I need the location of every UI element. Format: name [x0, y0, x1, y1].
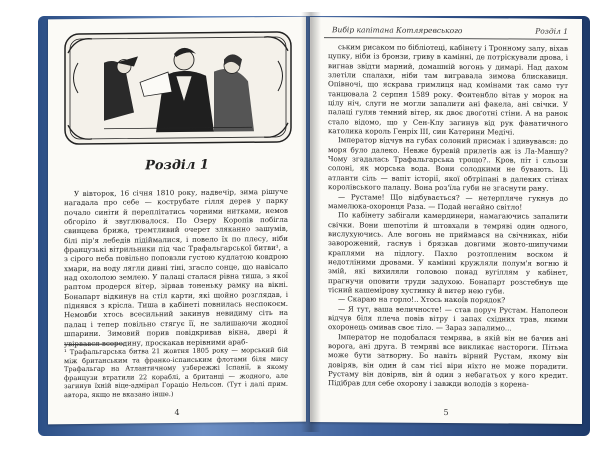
chapter-title: Розділ 1 — [145, 157, 209, 174]
open-book — [38, 12, 590, 436]
right-page — [310, 17, 582, 424]
paragraph: — Рустаме! Що відбувається? — нетерпляче гукнув до мамелюка-охоронця Раза. — Подай негайно світло! — [328, 191, 568, 212]
left-page-body — [64, 187, 288, 348]
page-number: 5 — [443, 407, 449, 418]
footnote: ¹ Трафальгарська битва 21 жовтня 1805 року — морський бій між британським та франко-іспанським флотами біля мису Трафальгар на Атлантичному узбережжі Іспанії, в якому французи втратили 22 кораблі, а британці — жодного, але загинув їхній віце-адмірал Гораціо Нельсон. (Тут і далі прим. автора, якщо не вказано інше.) — [64, 345, 288, 400]
paragraph: Імператор відчув на губах солоний присмак і здивувався: до моря було далеко. Невже буревій прилетів аж із Ла-Маншу? Чому згадалась Трафальгарська трощо?.. Кров, піт і сльози солоні, як морська вода. Вони солодкими не бувають. Ці атланти сіль — вапіт історії, якої обтріпані в далеких стінах королівського палацу. Вона роз'їла губи не згаснути рану. — [328, 135, 568, 193]
paragraph: Імператор не подобалася темрява, в якій він не бачив ані ворога, ані друга. В темряві все викликає настороги. Пітьма може бути затворну. Бо навіть вірний Рустам, якому він довіряв, він один й сам тієї віри ніхто не може порадити. Рустаму він довіряв, він й один з небагатьох у кого кредит. Підібрав для себе охорону і завжди володів з корена- — [328, 331, 568, 389]
paragraph: ським рисаком по бібліотеці, кабінету і Тронному залу, віхав цупку, ніби із бронзи, гриву в камінні, де потріскували дрова, і вигнав звідти марний, домашній вогонь у димарі. Над дахом злетіли спалахи, ніби там вигравала зимова блискавиця. Опівночі, що яскрава гримлиця над комінами так само тут танцювала 2 серпня 1589 року. Фонтенбло вітав у морок на цілу ніч, слуги не могли запалити ані факела, ані свічки. У палаці гуляв темний вітер, як двоє двоґотні стіни. А на ранок стало відомо, що у Сен-Клу загинув від рук фанатичного католика король Генріх ІІІ, син Катерини Медічі. — [328, 42, 568, 137]
left-page — [48, 17, 306, 425]
book-spine — [301, 12, 321, 432]
paragraph: По кабінету забігали камердинери, намагаючись запалити свічки. Вони шепотіли й штовхали в темряві один одного, вислухуючись. Але вогонь не приймався на свічниках, ніби заворожений, гаснув і брязкав довгими жовто-шипучими краплями на підлогу. Пахло розтопленим воском й недотліними дровами. У камінні кружляли полум'я вогню й змій, які вихиляли головою понад вугіллям у кабінет, прагнучи оповити труди задухою. Бонапарт розстебнув ще тісний кашемірову хустинку й витер нею губи. — [328, 210, 568, 296]
header-rule — [324, 37, 568, 40]
chapter-illustration — [64, 31, 292, 145]
running-chapter: Розділ 1 — [535, 26, 568, 36]
right-page-body — [328, 42, 568, 389]
page-number: 4 — [174, 407, 180, 418]
paragraph: У вівторок, 16 січня 1810 року, надвечір, зима рішуче нагадала про себе — кострубате гілля дерев у парку почало синіти й переплітатись чорними нитками, немов обгоріло й звуглювалося. По Озеру Коропів побігла свинцева брижа, тремтливий очерет зляканно зашумів, білі пір'я лебедів підіймалися, і повело їх по плесу, ніби французькі вітрильники під час Трафальгарської битви¹, а з сірого неба повільно поповзли густою кудлатою ковдрою хмари, на воду лягли дивні тіні, згасло сонце, що навісало над охололою землею. У палаці сталася рівна тиша, з якої раптом продерся вітер, зірвав тоненьку рамку на вікні. Бонапарт відкинув на стіл карти, які щойно розглядав, і піднявся з крісла. Тиша в кабінеті повнилась неспокоєм. Немовби хтось всесильний закинув невидиму сіть на палац і тепер повільно стягує її, не залишаючи жодної шпарини. Зимовий порив повідкривав вікна, двері й увірвався всередину, проскакав нерівними араб- — [64, 186, 288, 348]
paragraph: — Скараю на горло!.. Хтось накоїв порядок? — [338, 294, 506, 305]
paragraph: — Я тут, ваша величносте! — став поруч Рустам. Наполеон відчув біля плеча повів вітру і запах східних трав, якими охоронець омивав своє тіло. — Зараз запалимо... — [328, 303, 568, 333]
running-title: Вибір капітана Котляревського — [332, 25, 463, 36]
